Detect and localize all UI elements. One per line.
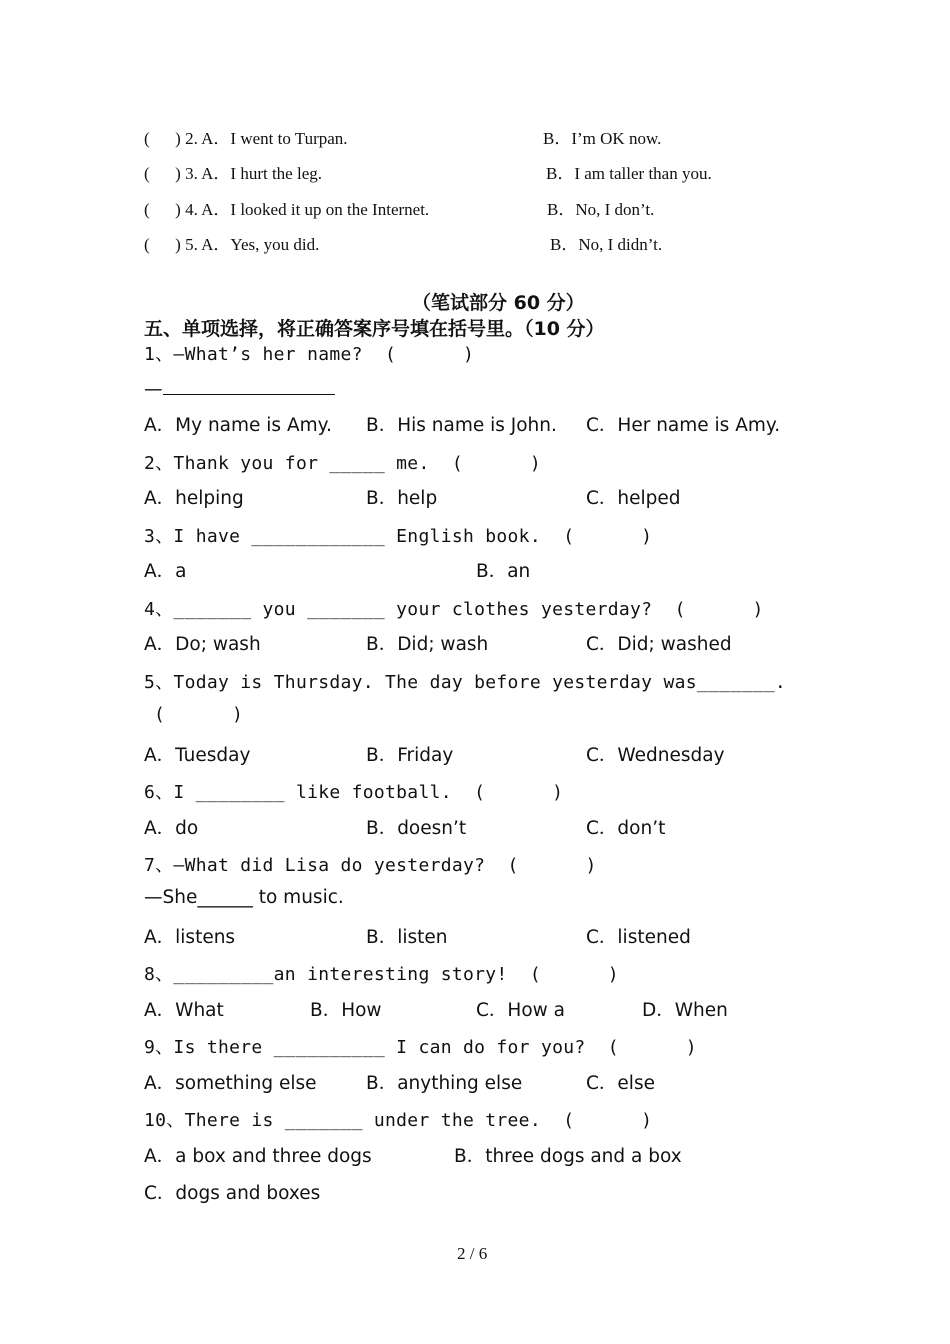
question-4-option-a: A．Do; wash <box>144 634 261 655</box>
listening-item-2-b: B．I’m OK now. <box>543 129 662 148</box>
question-5-bracket: ( ) <box>154 704 244 725</box>
question-5-option-c: C．Wednesday <box>586 745 725 766</box>
question-8-stem: 8、_________an interesting story! ( ) <box>144 964 619 985</box>
section5-title: 五、单项选择，将正确答案序号填在括号里。（10 分） <box>144 318 605 340</box>
question-4-option-c: C．Did; washed <box>586 634 732 655</box>
question-8-option-b: B．How <box>310 1000 382 1021</box>
question-6-option-a: A．do <box>144 818 199 839</box>
question-10-option-b: B．three dogs and a box <box>454 1146 682 1167</box>
listening-item-5-b: B．No, I didn’t. <box>550 235 663 254</box>
question-7-option-a: A．listens <box>144 927 236 948</box>
listening-item-3-b: B．I am taller than you. <box>546 164 712 183</box>
listening-item-4-b: B．No, I don’t. <box>547 200 655 219</box>
question-6-stem: 6、I ________ like football. ( ) <box>144 782 564 803</box>
question-5-stem: 5、Today is Thursday. The day before yesterday was_______. <box>144 672 786 693</box>
listening-item-3-a: ( ) 3. A．I hurt the leg. <box>144 164 322 183</box>
question-1-stem: 1、—What’s her name? ( ) <box>144 344 475 365</box>
question-10-option-c: C．dogs and boxes <box>144 1183 321 1204</box>
question-9-option-c: C．else <box>586 1073 655 1094</box>
question-6-option-b: B．doesn’t <box>366 818 467 839</box>
question-8-option-c: C．How a <box>476 1000 565 1021</box>
page-number: 2 / 6 <box>457 1244 488 1263</box>
question-2-option-a: A．helping <box>144 488 244 509</box>
question-1-option-b: B．His name is John. <box>366 415 557 436</box>
question-4-stem: 4、_______ you _______ your clothes yesterday? ( ) <box>144 599 764 620</box>
question-7-option-c: C．listened <box>586 927 691 948</box>
question-8-option-d: D．When <box>642 1000 728 1021</box>
question-9-option-a: A．something else <box>144 1073 317 1094</box>
question-5-option-a: A．Tuesday <box>144 745 251 766</box>
question-2-stem: 2、Thank you for _____ me. ( ) <box>144 453 541 474</box>
question-1-option-a: A．My name is Amy. <box>144 415 332 436</box>
question-1-reply: — <box>144 376 335 400</box>
question-3-option-b: B．an <box>476 561 531 582</box>
question-8-option-a: A．What <box>144 1000 224 1021</box>
question-1-option-c: C．Her name is Amy. <box>586 415 781 436</box>
question-5-option-b: B．Friday <box>366 745 454 766</box>
listening-item-5-a: ( ) 5. A．Yes, you did. <box>144 235 320 254</box>
question-3-option-a: A．a <box>144 561 187 582</box>
question-7-option-b: B．listen <box>366 927 448 948</box>
listening-item-2-a: ( ) 2. A．I went to Turpan. <box>144 129 348 148</box>
question-3-stem: 3、I have ____________ English book. ( ) <box>144 526 653 547</box>
question-6-option-c: C．don’t <box>586 818 666 839</box>
question-7-stem: 7、—What did Lisa do yesterday? ( ) <box>144 855 597 876</box>
question-9-option-b: B．anything else <box>366 1073 523 1094</box>
question-2-option-c: C．helped <box>586 488 681 509</box>
question-7-reply: —She______ to music. <box>144 887 344 908</box>
question-10-option-a: A．a box and three dogs <box>144 1146 372 1167</box>
question-10-stem: 10、There is _______ under the tree. ( ) <box>144 1110 653 1131</box>
question-2-option-b: B．help <box>366 488 438 509</box>
question-9-stem: 9、Is there __________ I can do for you? ( ) <box>144 1037 697 1058</box>
question-4-option-b: B．Did; wash <box>366 634 489 655</box>
question-1-answer-line <box>163 376 335 395</box>
listening-item-4-a: ( ) 4. A．I looked it up on the Internet. <box>144 200 430 219</box>
written-part-heading: （笔试部分 60 分） <box>412 292 585 314</box>
